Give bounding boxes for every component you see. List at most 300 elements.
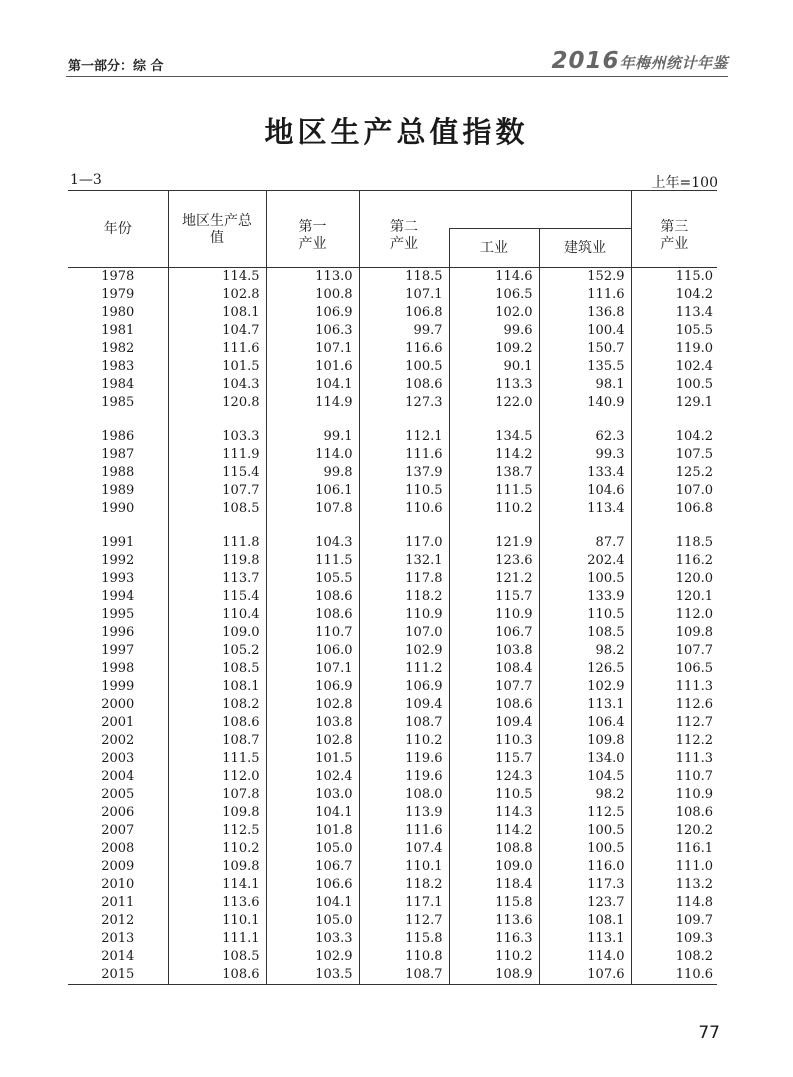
value-cell: 106.3	[266, 322, 359, 340]
page-number: 77	[698, 1023, 720, 1043]
value-cell: 107.7	[168, 482, 266, 500]
value-cell: 100.5	[675, 377, 713, 392]
value-cell: 99.3	[539, 446, 631, 464]
value-cell: 106.6	[266, 876, 359, 894]
value-cell: 102.4	[266, 768, 359, 786]
value-cell: 138.7	[449, 464, 539, 482]
table-row	[68, 286, 717, 304]
value-cell: 106.7	[449, 624, 539, 642]
year-cell: 2002	[68, 732, 168, 750]
value-cell: 115.8	[359, 930, 449, 948]
value-cell: 102.8	[266, 732, 359, 750]
value-cell: 133.9	[539, 588, 631, 606]
value-cell: 113.9	[359, 804, 449, 822]
value-cell: 110.9	[449, 606, 539, 624]
value-cell: 110.1	[359, 858, 449, 876]
value-cell: 116.0	[539, 858, 631, 876]
table-body	[68, 268, 717, 985]
spacer-cell	[631, 412, 717, 428]
value-cell: 114.9	[266, 394, 359, 412]
value-cell: 116.2	[675, 553, 713, 568]
table-row	[68, 268, 717, 287]
value-cell: 108.4	[449, 660, 539, 678]
value-cell: 132.1	[359, 552, 449, 570]
col-header-year: 年份	[68, 191, 168, 268]
value-cell: 103.8	[266, 714, 359, 732]
year-cell: 1983	[68, 358, 168, 376]
year-cell: 1995	[68, 606, 168, 624]
year-cell: 1994	[68, 588, 168, 606]
value-cell: 112.7	[675, 715, 713, 730]
yearbook-year: 2016	[551, 48, 620, 74]
value-cell: 107.8	[266, 500, 359, 518]
value-cell: 107.5	[675, 447, 713, 462]
value-cell: 108.6	[168, 966, 266, 985]
yearbook-title	[551, 48, 728, 74]
value-cell: 98.2	[539, 642, 631, 660]
value-cell: 115.4	[168, 588, 266, 606]
value-cell: 108.1	[539, 912, 631, 930]
value-cell: 106.9	[359, 678, 449, 696]
yearbook-name: 年梅州统计年鉴	[619, 54, 728, 72]
year-cell: 2014	[68, 948, 168, 966]
value-cell: 108.2	[168, 696, 266, 714]
value-cell: 110.9	[675, 787, 713, 802]
value-cell: 108.9	[449, 966, 539, 985]
year-cell: 1984	[68, 376, 168, 394]
value-cell: 108.6	[168, 714, 266, 732]
value-cell: 107.1	[266, 340, 359, 358]
value-cell: 108.6	[266, 606, 359, 624]
value-cell: 105.0	[266, 840, 359, 858]
spacer-cell	[359, 412, 449, 428]
year-cell: 1982	[68, 340, 168, 358]
value-cell: 102.9	[266, 948, 359, 966]
value-cell: 102.0	[449, 304, 539, 322]
table-row	[68, 660, 717, 678]
value-cell: 104.3	[266, 534, 359, 552]
table-row	[68, 482, 717, 500]
table-row	[68, 768, 717, 786]
table-row	[68, 822, 717, 840]
value-cell: 114.2	[449, 446, 539, 464]
value-cell: 113.2	[675, 877, 713, 892]
year-cell: 2010	[68, 876, 168, 894]
value-cell: 112.1	[359, 428, 449, 446]
value-cell: 116.3	[449, 930, 539, 948]
group-spacer-row	[68, 412, 717, 428]
value-cell: 119.8	[168, 552, 266, 570]
value-cell: 111.6	[168, 340, 266, 358]
value-cell: 113.0	[266, 268, 359, 287]
value-cell: 114.6	[449, 268, 539, 287]
value-cell: 107.6	[539, 966, 631, 985]
col-header-construction: 建筑业	[539, 229, 631, 268]
value-cell: 110.3	[449, 732, 539, 750]
spacer-cell	[449, 518, 539, 534]
value-cell: 119.6	[359, 750, 449, 768]
value-cell: 100.5	[539, 840, 631, 858]
value-cell: 111.3	[675, 751, 713, 766]
value-cell: 113.1	[539, 930, 631, 948]
value-cell: 109.7	[675, 913, 713, 928]
value-cell: 119.6	[359, 768, 449, 786]
value-cell: 123.6	[449, 552, 539, 570]
table-row	[68, 642, 717, 660]
spacer-cell	[266, 412, 359, 428]
value-cell: 99.6	[449, 322, 539, 340]
value-cell: 104.2	[675, 287, 713, 302]
value-cell: 107.4	[359, 840, 449, 858]
value-cell: 134.5	[449, 428, 539, 446]
value-cell: 110.5	[449, 786, 539, 804]
value-cell: 110.2	[449, 948, 539, 966]
year-cell: 1988	[68, 464, 168, 482]
table-row	[68, 464, 717, 482]
col-header-industry: 工业	[449, 229, 539, 268]
value-cell: 106.8	[675, 501, 713, 516]
value-cell: 62.3	[539, 428, 631, 446]
value-cell: 108.1	[168, 678, 266, 696]
spacer-cell	[539, 518, 631, 534]
value-cell: 113.4	[675, 305, 713, 320]
value-cell: 113.1	[539, 696, 631, 714]
value-cell: 111.9	[168, 446, 266, 464]
value-cell: 118.2	[359, 588, 449, 606]
value-cell: 120.0	[675, 571, 713, 586]
year-cell: 2013	[68, 930, 168, 948]
value-cell: 113.6	[449, 912, 539, 930]
value-cell: 107.8	[168, 786, 266, 804]
value-cell: 134.0	[539, 750, 631, 768]
year-cell: 1991	[68, 534, 168, 552]
value-cell: 106.1	[266, 482, 359, 500]
year-cell: 1997	[68, 642, 168, 660]
year-cell: 1990	[68, 500, 168, 518]
year-cell: 2005	[68, 786, 168, 804]
table-row	[68, 786, 717, 804]
value-cell: 112.2	[675, 733, 713, 748]
value-cell: 114.2	[449, 822, 539, 840]
value-cell: 112.5	[168, 822, 266, 840]
value-cell: 103.3	[266, 930, 359, 948]
table-row	[68, 840, 717, 858]
table-row	[68, 534, 717, 552]
value-cell: 111.6	[359, 822, 449, 840]
table-row	[68, 552, 717, 570]
table-row	[68, 358, 717, 376]
value-cell: 111.3	[675, 679, 713, 694]
year-cell: 1993	[68, 570, 168, 588]
value-cell: 112.7	[359, 912, 449, 930]
value-cell: 110.8	[359, 948, 449, 966]
value-cell: 108.2	[675, 949, 713, 964]
value-cell: 109.8	[168, 858, 266, 876]
value-cell: 108.8	[449, 840, 539, 858]
value-cell: 110.5	[539, 606, 631, 624]
value-cell: 104.7	[168, 322, 266, 340]
value-cell: 115.0	[675, 269, 713, 284]
value-cell: 104.2	[675, 429, 713, 444]
value-cell: 120.8	[168, 394, 266, 412]
value-cell: 107.1	[359, 286, 449, 304]
table-row	[68, 570, 717, 588]
table-row	[68, 930, 717, 948]
value-cell: 109.3	[675, 931, 713, 946]
table-row	[68, 340, 717, 358]
value-cell: 117.0	[359, 534, 449, 552]
value-cell: 115.7	[449, 588, 539, 606]
value-cell: 120.2	[675, 823, 713, 838]
value-cell: 102.8	[266, 696, 359, 714]
value-cell: 109.8	[168, 804, 266, 822]
year-cell: 1978	[68, 268, 168, 287]
value-cell: 102.8	[168, 286, 266, 304]
year-cell: 2015	[68, 966, 168, 985]
value-cell: 100.5	[359, 358, 449, 376]
year-cell: 2012	[68, 912, 168, 930]
value-cell: 125.2	[675, 465, 713, 480]
value-cell: 122.0	[449, 394, 539, 412]
table-row	[68, 376, 717, 394]
value-cell: 113.7	[168, 570, 266, 588]
value-cell: 112.5	[539, 804, 631, 822]
value-cell: 105.2	[168, 642, 266, 660]
value-cell: 106.5	[449, 286, 539, 304]
table-row	[68, 750, 717, 768]
value-cell: 118.5	[359, 268, 449, 287]
value-cell: 121.2	[449, 570, 539, 588]
value-cell: 110.9	[359, 606, 449, 624]
value-cell: 99.7	[359, 322, 449, 340]
table-id: 1—3	[70, 172, 102, 188]
value-cell: 119.0	[675, 341, 713, 356]
value-cell: 114.3	[449, 804, 539, 822]
value-cell: 126.5	[539, 660, 631, 678]
table-row	[68, 500, 717, 518]
value-cell: 112.0	[168, 768, 266, 786]
value-cell: 106.9	[266, 678, 359, 696]
year-cell: 2000	[68, 696, 168, 714]
value-cell: 137.9	[359, 464, 449, 482]
value-cell: 114.0	[266, 446, 359, 464]
base-year-note: 上年=100	[651, 175, 718, 191]
year-cell: 1998	[68, 660, 168, 678]
table-row	[68, 428, 717, 446]
value-cell: 113.4	[539, 500, 631, 518]
page-title: 地区生产总值指数	[264, 115, 529, 149]
value-cell: 116.6	[359, 340, 449, 358]
value-cell: 118.5	[675, 535, 713, 550]
value-cell: 106.5	[675, 661, 713, 676]
value-cell: 105.0	[266, 912, 359, 930]
value-cell: 103.8	[449, 642, 539, 660]
section-label: 第一部分：综 合	[68, 59, 164, 74]
value-cell: 103.5	[266, 966, 359, 985]
spacer-cell	[359, 518, 449, 534]
value-cell: 109.0	[168, 624, 266, 642]
value-cell: 113.6	[168, 894, 266, 912]
value-cell: 108.1	[168, 304, 266, 322]
spacer-cell	[68, 518, 168, 534]
value-cell: 114.0	[539, 948, 631, 966]
value-cell: 111.5	[168, 750, 266, 768]
value-cell: 116.1	[675, 841, 713, 856]
value-cell: 104.5	[539, 768, 631, 786]
table-row	[68, 714, 717, 732]
year-cell: 1979	[68, 286, 168, 304]
table-row	[68, 624, 717, 642]
value-cell: 103.0	[266, 786, 359, 804]
year-cell: 2009	[68, 858, 168, 876]
value-cell: 108.6	[449, 696, 539, 714]
value-cell: 106.8	[359, 304, 449, 322]
value-cell: 111.2	[359, 660, 449, 678]
value-cell: 108.7	[359, 966, 449, 985]
year-cell: 1981	[68, 322, 168, 340]
spacer-cell	[631, 518, 717, 534]
value-cell: 108.7	[168, 732, 266, 750]
value-cell: 106.0	[266, 642, 359, 660]
value-cell: 109.0	[449, 858, 539, 876]
value-cell: 107.1	[266, 660, 359, 678]
value-cell: 108.0	[359, 786, 449, 804]
value-cell: 127.3	[359, 394, 449, 412]
value-cell: 107.7	[675, 643, 713, 658]
value-cell: 104.6	[539, 482, 631, 500]
value-cell: 106.7	[266, 858, 359, 876]
value-cell: 109.2	[449, 340, 539, 358]
value-cell: 103.3	[168, 428, 266, 446]
value-cell: 107.0	[359, 624, 449, 642]
year-cell: 2004	[68, 768, 168, 786]
year-cell: 2003	[68, 750, 168, 768]
spacer-cell	[168, 412, 266, 428]
table-row	[68, 876, 717, 894]
value-cell: 107.7	[449, 678, 539, 696]
table-row	[68, 966, 717, 985]
value-cell: 104.3	[168, 376, 266, 394]
table-row	[68, 858, 717, 876]
table-row	[68, 948, 717, 966]
value-cell: 109.4	[359, 696, 449, 714]
value-cell: 124.3	[449, 768, 539, 786]
value-cell: 110.6	[359, 500, 449, 518]
value-cell: 102.9	[359, 642, 449, 660]
table-row	[68, 394, 717, 412]
value-cell: 109.8	[675, 625, 713, 640]
value-cell: 111.5	[449, 482, 539, 500]
value-cell: 109.8	[539, 732, 631, 750]
value-cell: 109.4	[449, 714, 539, 732]
value-cell: 105.5	[675, 323, 713, 338]
spacer-cell	[266, 518, 359, 534]
spacer-cell	[539, 412, 631, 428]
value-cell: 129.1	[675, 395, 713, 410]
col-header-secondary: 第二 产业	[359, 191, 449, 268]
value-cell: 115.4	[168, 464, 266, 482]
value-cell: 117.3	[539, 876, 631, 894]
value-cell: 108.5	[168, 948, 266, 966]
col-header-tertiary: 第三 产业	[631, 191, 717, 268]
value-cell: 101.5	[266, 750, 359, 768]
value-cell: 114.1	[168, 876, 266, 894]
value-cell: 99.8	[266, 464, 359, 482]
value-cell: 110.5	[359, 482, 449, 500]
value-cell: 87.7	[539, 534, 631, 552]
value-cell: 108.7	[359, 714, 449, 732]
year-cell: 1986	[68, 428, 168, 446]
year-cell: 1992	[68, 552, 168, 570]
value-cell: 202.4	[539, 552, 631, 570]
value-cell: 108.6	[359, 376, 449, 394]
year-cell: 2006	[68, 804, 168, 822]
value-cell: 118.4	[449, 876, 539, 894]
table-row	[68, 696, 717, 714]
value-cell: 152.9	[539, 268, 631, 287]
year-cell: 2008	[68, 840, 168, 858]
spacer-cell	[168, 518, 266, 534]
value-cell: 101.8	[266, 822, 359, 840]
value-cell: 110.2	[449, 500, 539, 518]
table-row	[68, 732, 717, 750]
value-cell: 98.1	[539, 376, 631, 394]
col-header-gdp: 地区生产总 值	[168, 191, 266, 268]
value-cell: 98.2	[539, 786, 631, 804]
value-cell: 105.5	[266, 570, 359, 588]
value-cell: 115.7	[449, 750, 539, 768]
col-header-primary: 第一 产业	[266, 191, 359, 268]
value-cell: 104.1	[266, 894, 359, 912]
value-cell: 110.4	[168, 606, 266, 624]
value-cell: 140.9	[539, 394, 631, 412]
table-row	[68, 588, 717, 606]
year-cell: 1985	[68, 394, 168, 412]
value-cell: 108.5	[539, 624, 631, 642]
value-cell: 112.0	[675, 607, 713, 622]
spacer-cell	[449, 412, 539, 428]
value-cell: 111.6	[539, 286, 631, 304]
value-cell: 110.7	[266, 624, 359, 642]
year-cell: 2011	[68, 894, 168, 912]
value-cell: 112.6	[675, 697, 713, 712]
value-cell: 111.1	[168, 930, 266, 948]
value-cell: 90.1	[449, 358, 539, 376]
gdp-index-table	[68, 190, 717, 985]
value-cell: 114.8	[675, 895, 713, 910]
value-cell: 150.7	[539, 340, 631, 358]
table-row	[68, 606, 717, 624]
value-cell: 100.4	[539, 322, 631, 340]
year-cell: 1996	[68, 624, 168, 642]
value-cell: 100.5	[539, 822, 631, 840]
table-row	[68, 304, 717, 322]
value-cell: 123.7	[539, 894, 631, 912]
value-cell: 106.9	[266, 304, 359, 322]
table-row	[68, 446, 717, 464]
value-cell: 108.6	[266, 588, 359, 606]
spacer-cell	[68, 412, 168, 428]
value-cell: 117.1	[359, 894, 449, 912]
table-row	[68, 678, 717, 696]
value-cell: 115.8	[449, 894, 539, 912]
value-cell: 120.1	[675, 589, 713, 604]
value-cell: 108.6	[675, 805, 713, 820]
table-row	[68, 912, 717, 930]
value-cell: 100.5	[539, 570, 631, 588]
year-cell: 1999	[68, 678, 168, 696]
value-cell: 111.5	[266, 552, 359, 570]
